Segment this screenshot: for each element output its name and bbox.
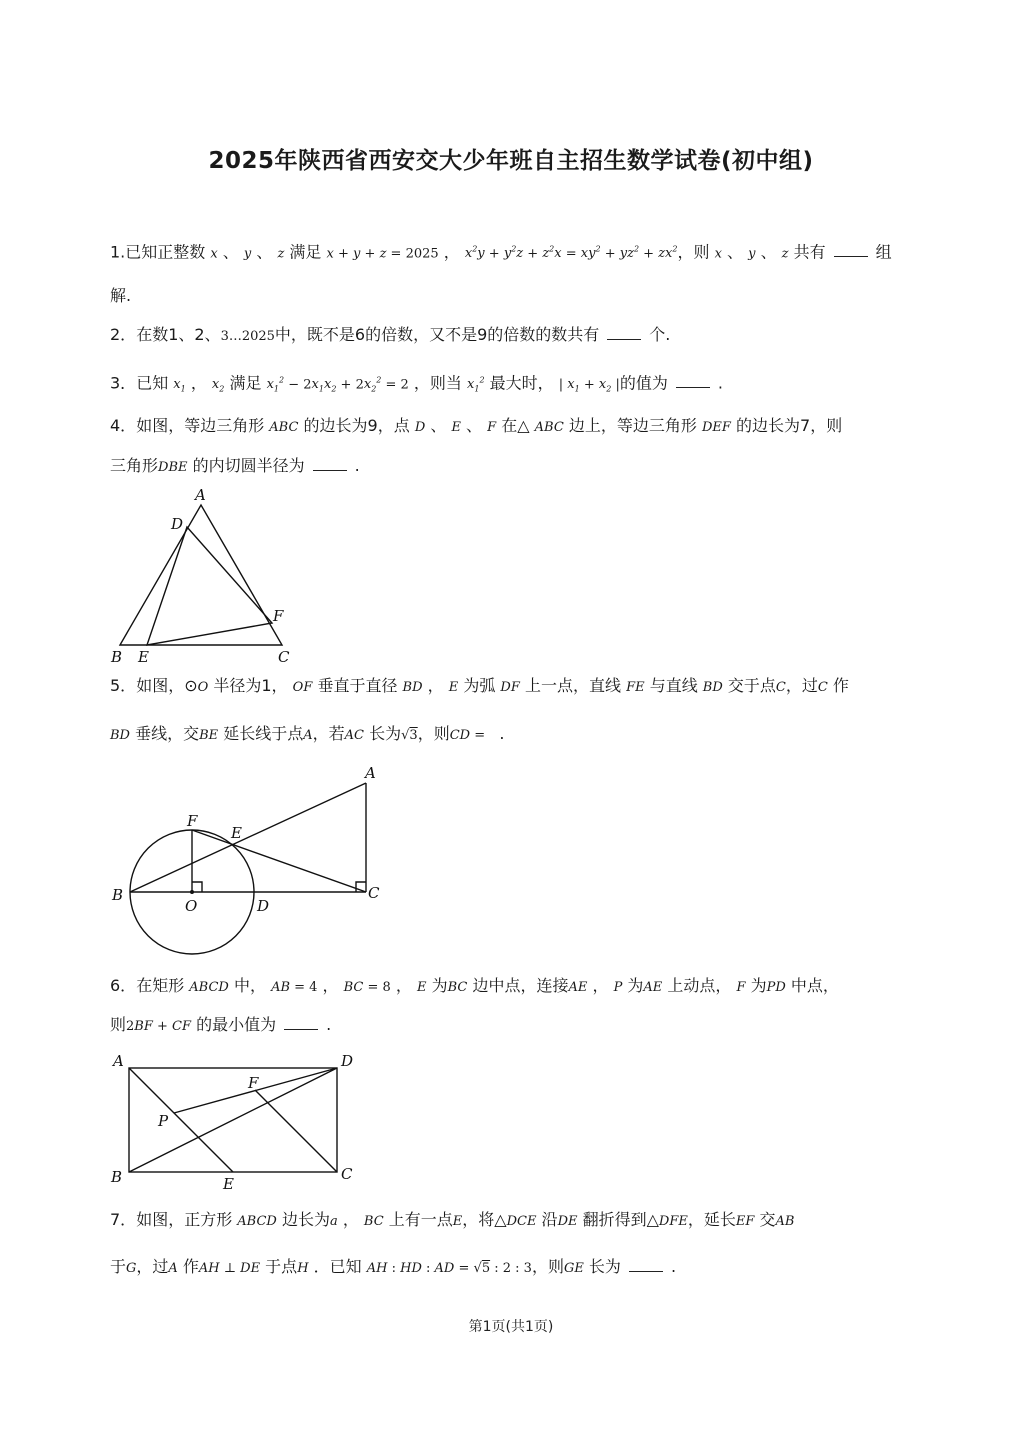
q6-text: 中， bbox=[233, 976, 266, 995]
question-1-cont: 解. bbox=[110, 286, 132, 305]
q7-text: ，延长 bbox=[687, 1210, 736, 1229]
label-a: A bbox=[113, 1052, 124, 1070]
question-7: 7．如图，正方形 ABCD 边长为a ， BC 上有一点E，将△DCE 沿DE 翻折得到△DFE，延长EF 交AB bbox=[110, 1210, 795, 1229]
q7-text: 沿 bbox=[541, 1210, 558, 1229]
question-2 bbox=[110, 323, 916, 349]
label-b: B bbox=[112, 886, 124, 904]
q6-text: 为 bbox=[431, 976, 448, 995]
q5-text: 与直线 bbox=[649, 676, 698, 695]
label-b: B bbox=[111, 1168, 123, 1186]
q7-text: ，过 bbox=[136, 1257, 169, 1276]
q4-text: 的边长为9，点 bbox=[303, 416, 410, 435]
figure-6 bbox=[105, 1046, 365, 1194]
q4-text: 三角形 bbox=[110, 456, 159, 475]
figure-5 bbox=[105, 760, 395, 960]
q6-text: . bbox=[326, 1015, 332, 1034]
label-e: E bbox=[223, 1175, 234, 1193]
label-o: O bbox=[185, 897, 198, 915]
question-4: 4．如图，等边三角形 ABC 的边长为9，点 D 、 E 、 F 在△ ABC 边上，等边三角形 DEF 的边长为7，则 bbox=[110, 416, 843, 435]
q3-text: 的值为 bbox=[619, 373, 668, 393]
q6-number: 6． bbox=[110, 976, 137, 995]
q2-text: 在数1、2、 bbox=[136, 325, 221, 344]
label-f: F bbox=[273, 607, 284, 625]
q6-text: 上动点， bbox=[667, 976, 732, 995]
q7-text: 上有一点 bbox=[388, 1210, 453, 1229]
q7-text: 交 bbox=[759, 1210, 776, 1229]
q6-text: 为 bbox=[627, 976, 644, 995]
q5-text: 半径为1， bbox=[213, 676, 288, 695]
q2-text: 3…2025 bbox=[220, 329, 275, 344]
q3-text: ，则当 bbox=[413, 373, 462, 393]
answer-blank[interactable] bbox=[676, 373, 710, 388]
q7-text: 翻折得到△ bbox=[582, 1210, 659, 1229]
q7-text: 作 bbox=[182, 1257, 199, 1276]
q5-text: 交于点 bbox=[727, 676, 776, 695]
q4-text: 边上，等边三角形 bbox=[568, 416, 697, 435]
q7-text: ，将△ bbox=[462, 1210, 507, 1229]
label-e: E bbox=[231, 824, 242, 842]
answer-blank[interactable] bbox=[284, 1015, 318, 1030]
q3-text: . bbox=[717, 373, 723, 393]
q2-text: 中，既不是6的倍数，又不是9的倍数的数共有 bbox=[274, 325, 600, 344]
q5-text: ，过 bbox=[785, 676, 818, 695]
q7-text: 于 bbox=[110, 1257, 127, 1276]
q5-text: 垂直于直径 bbox=[317, 676, 398, 695]
q1-number: 1. bbox=[110, 242, 126, 262]
answer-blank[interactable] bbox=[607, 325, 641, 340]
q4-text: 如图，等边三角形 bbox=[136, 416, 265, 435]
page-title: 2025年陕西省西安交大少年班自主招生数学试卷(初中组) bbox=[208, 148, 814, 174]
page-footer: 第1页(共1页) bbox=[468, 1319, 554, 1335]
label-f: F bbox=[187, 812, 198, 830]
question-4-cont: 三角形DBE 的内切圆半径为 . bbox=[110, 456, 360, 475]
q5-text: 上一点，直线 bbox=[524, 676, 621, 695]
q7-text: . bbox=[670, 1257, 677, 1276]
label-p: P bbox=[158, 1112, 169, 1130]
q7-text: ．已知 bbox=[313, 1257, 362, 1276]
q1-text: 共有 bbox=[793, 242, 826, 262]
label-c: C bbox=[368, 884, 380, 902]
q5-text: 为弧 bbox=[463, 676, 496, 695]
question-5-cont: BD 垂线，交BE 延长线于点A，若AC 长为√3，则CD = . bbox=[110, 724, 505, 743]
label-c: C bbox=[341, 1165, 353, 1183]
q4-text: 在△ bbox=[501, 416, 530, 435]
q1-text: 组 bbox=[875, 242, 892, 262]
q2-number: 2． bbox=[110, 325, 137, 344]
q5-text: 延长线于点 bbox=[223, 724, 304, 743]
q1-text: ，则 bbox=[677, 242, 710, 262]
q6-text: 边中点，连接 bbox=[472, 976, 569, 995]
question-5: 5．如图，⊙O 半径为1， OF 垂直于直径 BD ， E 为弧 DF 上一点，直线 FE 与直线 BD 交于点C，过C 作 bbox=[110, 676, 849, 695]
label-e: E bbox=[138, 648, 149, 666]
answer-blank[interactable] bbox=[313, 456, 347, 471]
q4-number: 4． bbox=[110, 416, 137, 435]
q5-text: ，若 bbox=[312, 724, 345, 743]
label-d: D bbox=[171, 515, 184, 533]
q7-text: 边长为 bbox=[281, 1210, 330, 1229]
q4-text: 的内切圆半径为 bbox=[192, 456, 305, 475]
q2-text: 个. bbox=[649, 325, 671, 344]
figure-4 bbox=[105, 484, 305, 669]
question-7-cont: 于G，过A 作AH ⊥ DE 于点H ．已知 AH : HD : AD = √5 : 2 : 3，则GE 长为 . bbox=[110, 1257, 677, 1276]
q5-text: . bbox=[499, 724, 505, 743]
q5-text: 作 bbox=[832, 676, 849, 695]
q3-number: 3． bbox=[110, 373, 137, 393]
q5-number: 5． bbox=[110, 676, 137, 695]
q4-text: 的边长为7，则 bbox=[736, 416, 843, 435]
answer-blank[interactable] bbox=[629, 1257, 663, 1272]
q1-text: 满足 bbox=[289, 242, 322, 262]
q5-text: ，则 bbox=[417, 724, 450, 743]
label-a: A bbox=[365, 764, 376, 782]
q7-text: 于点 bbox=[265, 1257, 298, 1276]
q6-text: 为 bbox=[750, 976, 767, 995]
q7-number: 7． bbox=[110, 1210, 137, 1229]
label-d: D bbox=[257, 897, 270, 915]
q3-text: 已知 bbox=[136, 373, 169, 393]
q6-text: 则 bbox=[110, 1015, 127, 1034]
q6-text: 在矩形 bbox=[136, 976, 185, 995]
q7-text: 长为 bbox=[588, 1257, 621, 1276]
answer-blank[interactable] bbox=[834, 242, 868, 257]
question-1: 1.已知正整数 x 、 y 、 z 满足 x + y + z = 2025 ， $x^2y + y^2z + z^2x = xy^2 + yz^2 + zx^2$，则 x 、 y 、 z 共有 组 bbox=[110, 242, 892, 262]
q3-text: 满足 bbox=[229, 373, 262, 393]
q7-text: ，则 bbox=[531, 1257, 564, 1276]
label-b: B bbox=[111, 648, 123, 666]
label-c: C bbox=[278, 648, 290, 666]
q6-text: 的最小值为 bbox=[196, 1015, 277, 1034]
label-d: D bbox=[341, 1052, 354, 1070]
q4-text: . bbox=[354, 456, 360, 475]
q3-text: 最大时， bbox=[489, 373, 554, 393]
question-6: 6．在矩形 ABCD 中， AB = 4 ， BC = 8 ， E 为BC 边中点，连接AE ， P 为AE 上动点， F 为PD 中点， bbox=[110, 976, 839, 995]
label-f: F bbox=[248, 1074, 259, 1092]
q1-text: 已知正整数 bbox=[125, 242, 206, 262]
question-3: 3．已知 $x_1$ ， $x_2$ 满足 $x_1^2 - 2x_1x_2 + 2x_2^2 = 2$ ，则当 $x_1^2$ 最大时， | $x_1 + x_2$ |的值为 . bbox=[110, 373, 723, 394]
q5-text: 长为 bbox=[369, 724, 402, 743]
q5-text: 如图，⊙ bbox=[136, 676, 198, 695]
q6-text: 中点， bbox=[790, 976, 839, 995]
q5-text: 垂线，交 bbox=[135, 724, 200, 743]
q7-text: 如图，正方形 bbox=[136, 1210, 233, 1229]
label-a: A bbox=[195, 486, 206, 504]
question-6-cont: 则2BF + CF 的最小值为 . bbox=[110, 1015, 332, 1034]
